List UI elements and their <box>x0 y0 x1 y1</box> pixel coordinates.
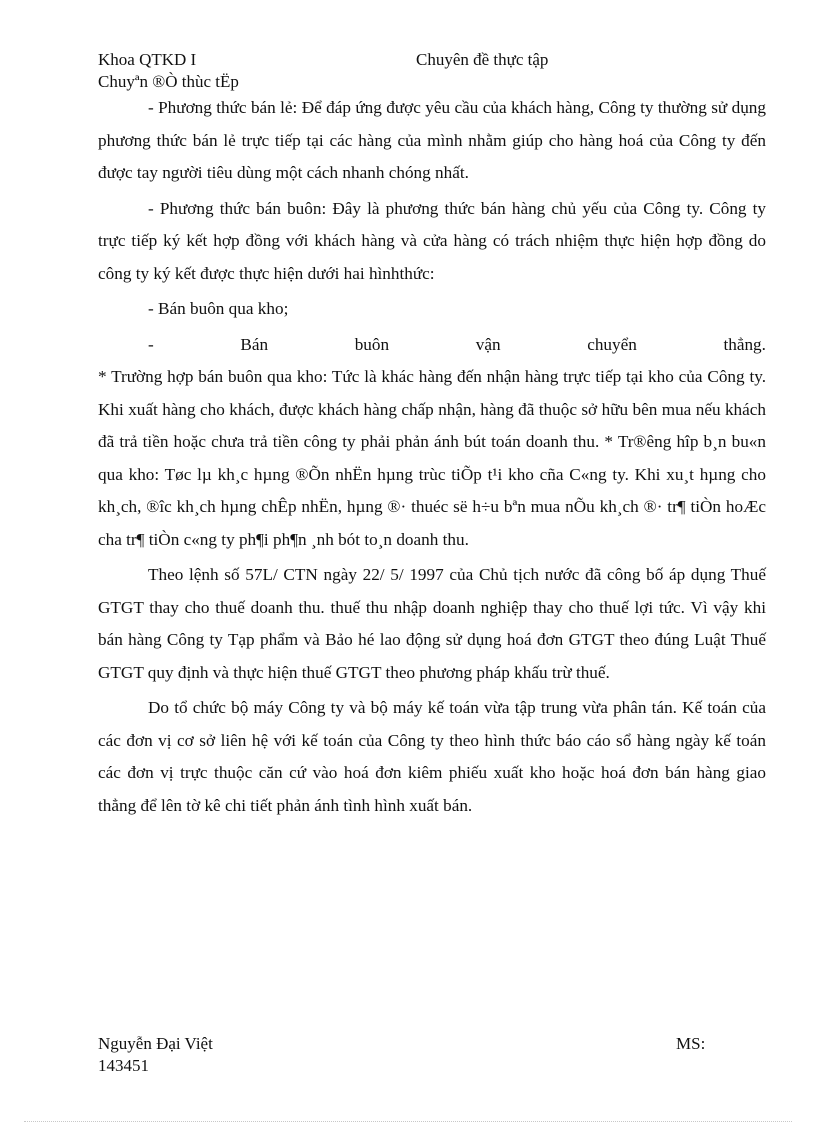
header-title: Chuyên đề thực tập <box>416 50 549 69</box>
word: vận <box>475 334 501 354</box>
footer-student-id: 143451 <box>98 1056 149 1075</box>
word: thẳng. <box>723 334 766 354</box>
footer-author: Nguyễn Đại Việt <box>98 1034 213 1053</box>
footer-ms-label: MS: <box>676 1034 706 1053</box>
paragraph-accounting: Do tổ chức bộ máy Công ty và bộ máy kế toán vừa tập trung vừa phân tán. Kế toán của các đơn vị cơ sở liên hệ với kế toán của Công ty theo hình thức báo cáo sổ hàng ngày kế toán các đơn vị trực thuộc căn cứ vào hoá đơn kiêm phiếu xuất kho hoặc hoá đơn bán hàng giao thẳng để lên tờ kê chi tiết phản ánh tình hình xuất bán. <box>98 698 766 815</box>
paragraph-warehouse-case: * Trường hợp bán buôn qua kho: Tức là khác hàng đến nhận hàng trực tiếp tại kho của Công ty. Khi xuất hàng cho khách, được khách hàng chấp nhận, hàng đã thuộc sở hữu bên mua nếu khách đã trả tiền hoặc chưa trả tiền công ty phải phản ánh bút toán doanh thu. * Tr®êng hîp b¸n bu«n qua kho: Tøc lµ kh¸c hµng ®Õn nhËn hµng trùc tiÕp t¹i kho cña C«ng ty. Khi xu¸t hµng cho kh¸ch, ®îc kh¸ch hµng chÊp nhËn, hµng ®· thuéc së h÷u bªn mua nÕu kh¸ch ®· tr¶ tiÒn hoÆc cha tr¶ tiÒn c«ng ty ph¶i ph¶n ¸nh bót to¸n doanh thu. <box>98 367 766 549</box>
document-body <box>98 92 766 825</box>
word: - <box>148 334 154 354</box>
header-faculty: Khoa QTKD I <box>98 50 197 69</box>
header-garbled-title: Chuyªn ®Ò thùc tËp <box>98 72 239 91</box>
paragraph-transport <box>98 329 766 362</box>
paragraph-retail: - Phương thức bán lẻ: Để đáp ứng được yêu cầu của khách hàng, Công ty thường sử dụng phương thức bán lẻ trực tiếp tại các hàng của mình nhằm giúp cho hàng hoá của Công ty đến được tay người tiêu dùng một cách nhanh chóng nhất. <box>98 98 766 182</box>
word: buôn <box>354 334 390 354</box>
word: chuyển <box>587 334 637 354</box>
page-bottom-divider <box>24 1121 792 1122</box>
word: Bán <box>240 334 269 354</box>
paragraph-vat-law: Theo lệnh số 57L/ CTN ngày 22/ 5/ 1997 của Chủ tịch nước đã công bố áp dụng Thuế GTGT thay cho thuế doanh thu. thuế thu nhập doanh nghiệp thay cho thuế lợi tức. Vì vậy khi bán hàng Công ty Tạp phẩm và Bảo hé lao động sử dụng hoá đơn GTGT theo đúng Luật Thuế GTGT quy định và thực hiện thuế GTGT theo phương pháp khấu trừ thuế. <box>98 565 766 682</box>
paragraph-wholesale: - Phương thức bán buôn: Đây là phương thức bán hàng chủ yếu của Công ty. Công ty trực tiếp ký kết hợp đồng với khách hàng và cửa hàng có trách nhiệm thực hiện hợp đồng do công ty ký kết được thực hiện dưới hai hìnhthức: <box>98 198 766 283</box>
paragraph-warehouse: - Bán buôn qua kho; <box>148 299 289 318</box>
